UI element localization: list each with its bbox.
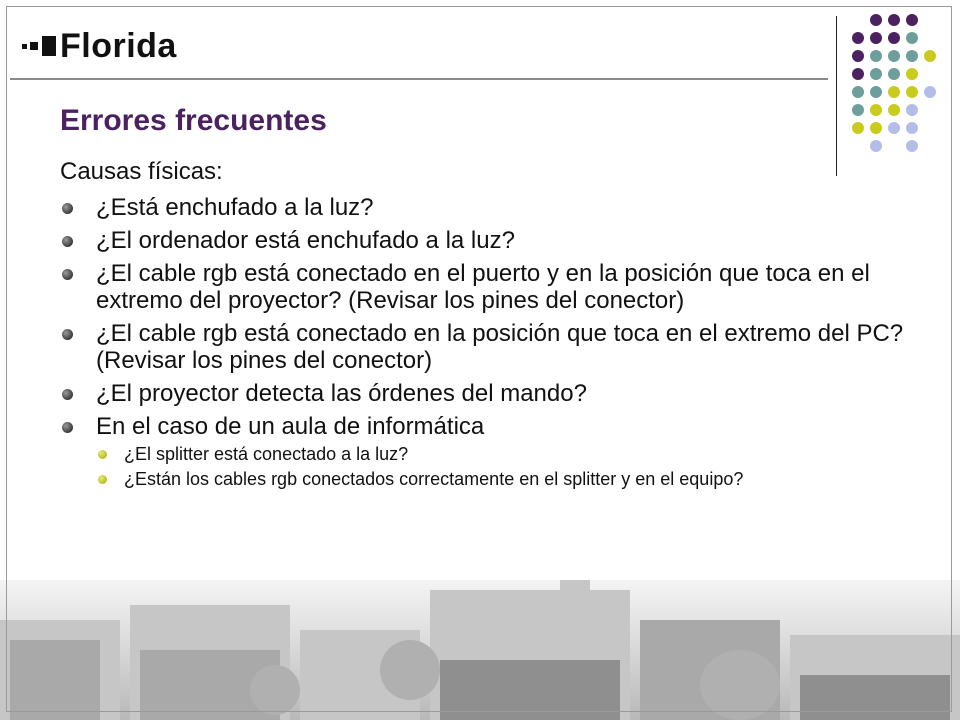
bullet-icon [62,422,73,433]
sub-bullet-icon [98,450,107,459]
bullet-icon [62,203,73,214]
list-item [60,260,910,314]
list-item-text: ¿El cable rgb está conectado en la posición que toca en el extremo del PC? (Revisar los pines del conector) [96,320,904,374]
bullet-icon [62,269,73,280]
dot-purple [888,32,900,44]
dot-olive [888,86,900,98]
vertical-divider [836,16,837,176]
sub-list-item-text: ¿Están los cables rgb conectados correctamente en el splitter y en el equipo? [124,469,744,489]
dot-teal [870,86,882,98]
sub-list-item [96,444,910,464]
list-item-text: ¿El ordenador está enchufado a la luz? [96,227,515,254]
dot-purple [906,14,918,26]
dot-olive [906,68,918,80]
dot-teal [870,50,882,62]
dot-olive [924,50,936,62]
dot-lavender [888,122,900,134]
dot-olive [852,122,864,134]
dot-lavender [906,104,918,116]
logo-mark-icon [22,36,56,56]
bullet-icon [62,389,73,400]
dot-olive [870,104,882,116]
list-item [60,227,910,254]
sub-list-item-text: ¿El splitter está conectado a la luz? [124,444,409,464]
list-item-text: En el caso de un aula de informática [96,413,485,440]
dot-teal [906,50,918,62]
dot-teal [870,68,882,80]
bullet-icon [62,329,73,340]
bullet-icon [62,236,73,247]
dot-purple [870,14,882,26]
dot-teal [852,86,864,98]
sub-bullet-icon [98,475,107,484]
dot-teal [852,104,864,116]
header-divider [10,78,828,80]
decorative-dot-grid [850,8,950,158]
list-item [60,320,910,374]
dot-olive [870,122,882,134]
dot-lavender [870,140,882,152]
florida-logo [22,26,177,66]
dot-purple [852,50,864,62]
list-item-text: ¿El cable rgb está conectado en el puerto y en la posición que toca en el extremo del proyector? (Revisar los pines del conector) [96,260,870,314]
dot-teal [888,68,900,80]
sub-list-item [96,469,910,489]
sub-bullet-list [96,444,910,489]
dot-purple [870,32,882,44]
dot-purple [852,32,864,44]
dot-purple [852,68,864,80]
dot-lavender [906,122,918,134]
bullet-list [60,194,910,495]
dot-teal [888,50,900,62]
list-item [60,413,910,489]
list-item-text: ¿El proyector detecta las órdenes del mando? [96,380,587,407]
list-item-text: ¿Está enchufado a la luz? [96,194,374,221]
slide-title: Errores frecuentes [60,104,327,137]
dot-olive [888,104,900,116]
dot-lavender [924,86,936,98]
dot-teal [906,32,918,44]
intro-text: Causas físicas: [60,158,223,185]
dot-lavender [906,140,918,152]
dot-olive [906,86,918,98]
list-item [60,194,910,221]
list-item [60,380,910,407]
logo-text: Florida [60,26,177,65]
dot-purple [888,14,900,26]
